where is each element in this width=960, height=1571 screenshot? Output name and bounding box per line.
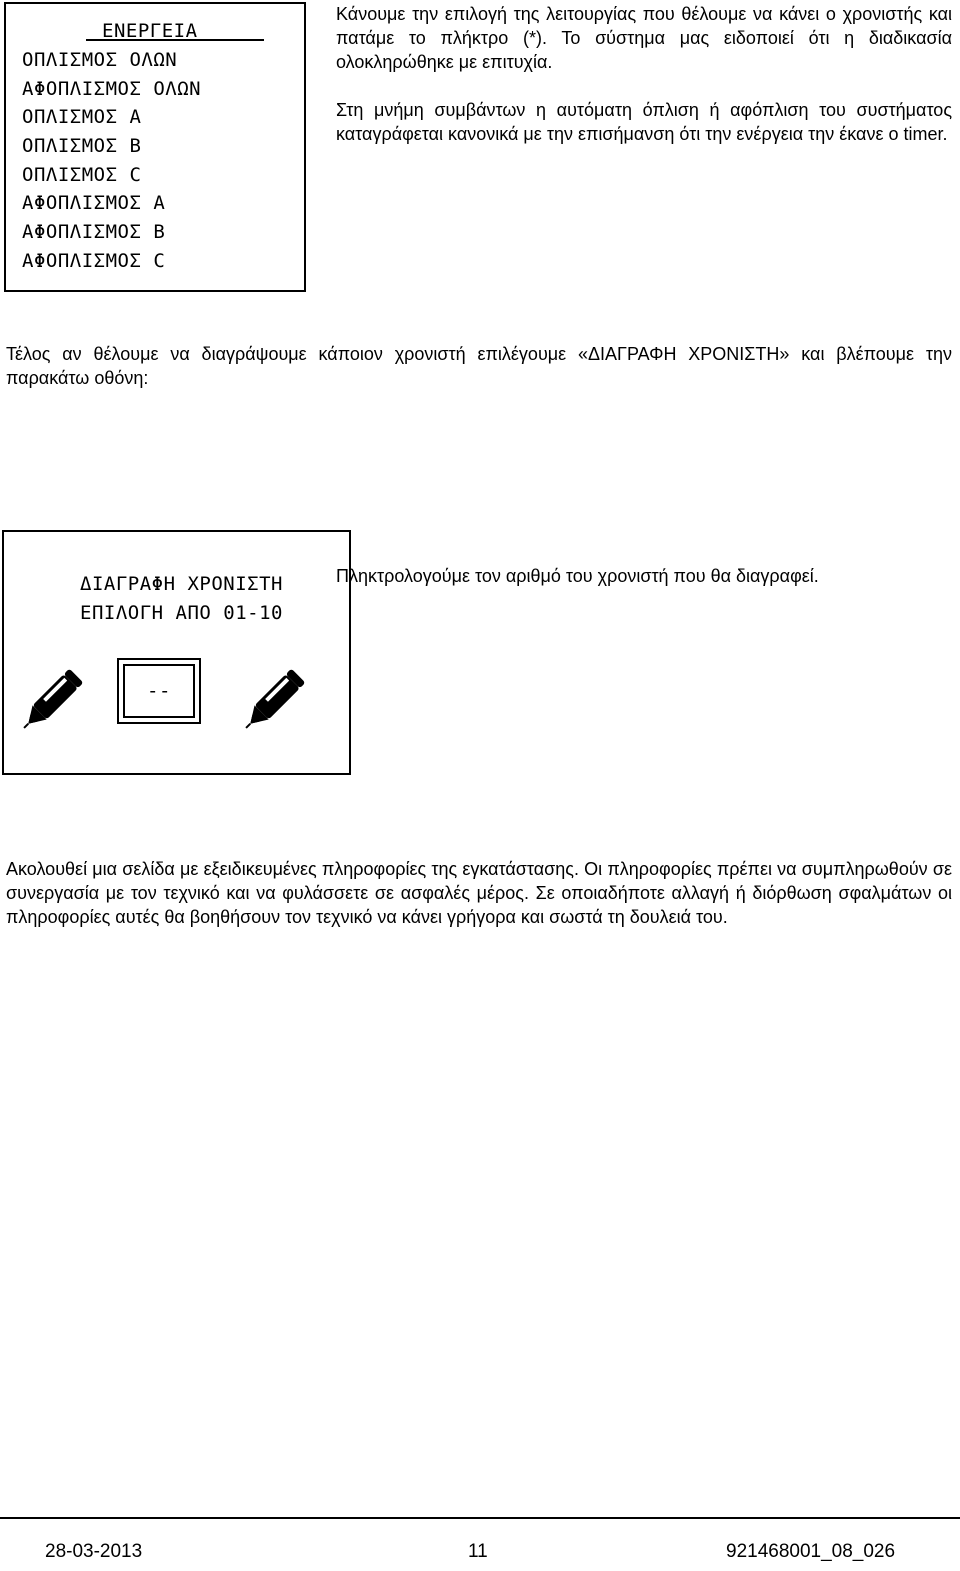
paragraph-installation-info: Ακολουθεί μια σελίδα με εξειδικευμένες πληροφορίες της εγκατάστασης. Οι πληροφορίες πρέπει να συμπληρωθούν σε συνεργασία με τον τεχνικό και να φυλάσσετε σε ασφαλές μέρος. Σε οποιαδήποτε αλλαγή ή διόρθωση σφαλμάτων οι πληροφορίες αυτές θα βοηθήσουν τον τεχνικό να κάνει γρήγορα και σωστά τη δουλειά του. [6,859,952,927]
timer-number-value[interactable]: -- [123,664,195,718]
paragraph-event-memory: Στη μνήμη συμβάντων η αυτόματη όπλιση ή αφόπλιση του συστήματος καταγράφεται κανονικά με την επισήμανση ότι την ενέργεια την έκανε ο timer. [336,100,952,144]
delete-timer-title: ΔΙΑΓΡΑΦΗ ΧΡΟΝΙΣΤΗ [80,573,283,595]
paragraph-select-function: Κάνουμε την επιλογή της λειτουργίας που θέλουμε να κάνει ο χρονιστής και πατάμε το πλήκτρο (*). Το σύστημα μας ειδοποιεί ότι η διαδικασία ολοκληρώθηκε με επιτυχία. [336,4,952,72]
menu-item-disarm-b[interactable]: ΑΦΟΠΛΙΣΜΟΣ Β [22,221,166,244]
pencil-icon [22,658,94,730]
menu-item-arm-c[interactable]: ΟΠΛΙΣΜΟΣ C [22,163,142,186]
menu-item-arm-a[interactable]: ΟΠΛΙΣΜΟΣ Α [22,106,142,129]
footer-divider [0,1517,960,1519]
energy-menu-screen [4,2,306,292]
menu-item-disarm-a[interactable]: ΑΦΟΠΛΙΣΜΟΣ Α [22,192,166,215]
footer-date: 28-03-2013 [45,1541,143,1562]
paragraph-enter-number: Πληκτρολογούμε τον αριθμό του χρονιστή που θα διαγραφεί. [336,566,819,586]
footer-document-code: 921468001_08_026 [726,1541,896,1562]
delete-timer-screen [2,530,351,775]
energy-menu-title: ΕΝΕΡΓΕΙΑ [102,20,198,42]
pencil-icon [244,658,316,730]
menu-item-arm-b[interactable]: ΟΠΛΙΣΜΟΣ Β [22,135,142,158]
menu-item-arm-all[interactable]: ΟΠΛΙΣΜΟΣ ΟΛΩΝ [22,49,178,71]
paragraph-delete-timer: Τέλος αν θέλουμε να διαγράψουμε κάποιον χρονιστή επιλέγουμε «ΔΙΑΓΡΑΦΗ ΧΡΟΝΙΣΤΗ» και βλέπουμε την παρακάτω οθόνη: [6,344,952,388]
title-underline [86,39,264,41]
timer-number-entry[interactable] [117,658,201,724]
menu-item-disarm-c[interactable]: ΑΦΟΠΛΙΣΜΟΣ C [22,249,166,272]
menu-item-disarm-all[interactable]: ΑΦΟΠΛΙΣΜΟΣ ΟΛΩΝ [22,77,202,100]
energy-menu-list [22,46,201,276]
footer-page-number: 11 [468,1541,488,1562]
selection-range-label: ΕΠΙΛΟΓΗ ΑΠΟ 01-10 [80,602,283,624]
